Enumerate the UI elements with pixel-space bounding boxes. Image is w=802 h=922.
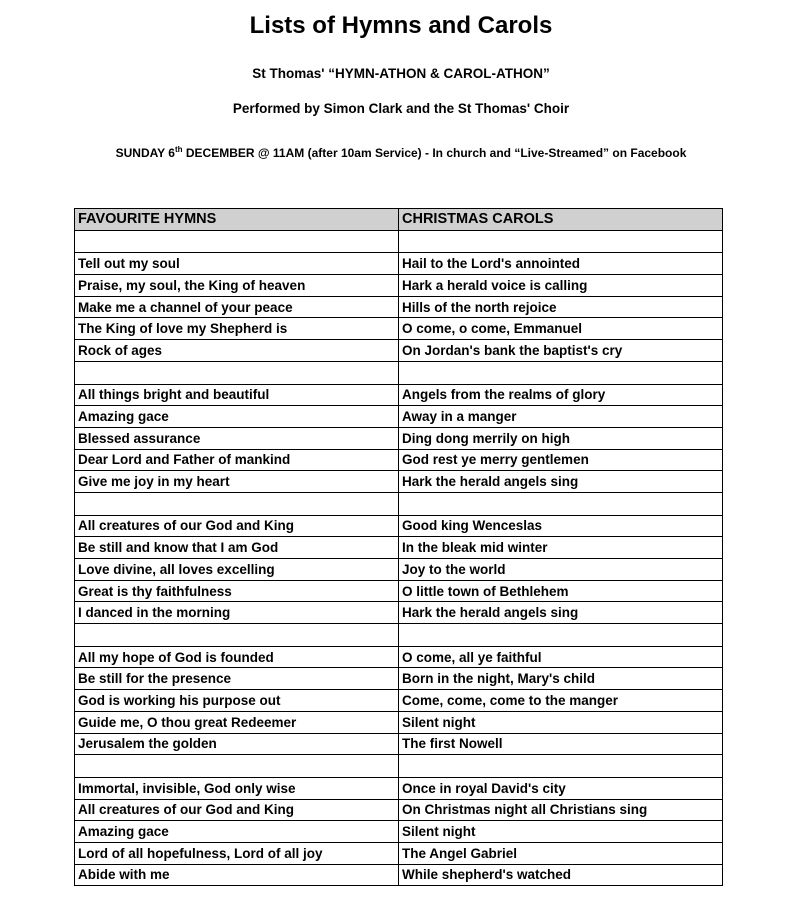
event-day-prefix: SUNDAY 6 — [115, 146, 175, 160]
table-row — [75, 253, 723, 275]
hymn-cell: Give me joy in my heart — [75, 471, 399, 493]
hymn-cell: Immortal, invisible, God only wise — [75, 777, 399, 799]
event-details — [0, 143, 802, 163]
spacer-cell — [75, 230, 399, 253]
carol-cell: Good king Wenceslas — [399, 515, 723, 537]
table-row — [75, 580, 723, 602]
carol-cell: Hark the herald angels sing — [399, 602, 723, 624]
hymn-cell: Dear Lord and Father of mankind — [75, 449, 399, 471]
hymn-cell: Lord of all hopefulness, Lord of all joy — [75, 842, 399, 864]
document-title: Lists of Hymns and Carols — [249, 12, 553, 39]
table-row — [75, 384, 723, 406]
table-header-row — [75, 209, 723, 231]
table-row — [75, 690, 723, 712]
hymn-cell: Make me a channel of your peace — [75, 296, 399, 318]
hymn-cell: All my hope of God is founded — [75, 646, 399, 668]
table-row — [75, 777, 723, 799]
hymn-cell: Praise, my soul, the King of heaven — [75, 275, 399, 297]
table-row — [75, 406, 723, 428]
hymn-cell: Amazing gace — [75, 406, 399, 428]
hymn-cell: Guide me, O thou great Redeemer — [75, 711, 399, 733]
carol-cell: While shepherd's watched — [399, 864, 723, 886]
hymn-cell: All creatures of our God and King — [75, 515, 399, 537]
table-row — [75, 842, 723, 864]
spacer-cell — [399, 755, 723, 778]
carol-cell: Silent night — [399, 711, 723, 733]
hymn-cell: Great is thy faithfulness — [75, 580, 399, 602]
table-row — [75, 668, 723, 690]
hymn-cell: Amazing gace — [75, 821, 399, 843]
hymn-cell: Be still for the presence — [75, 668, 399, 690]
spacer-cell — [399, 624, 723, 647]
table-row — [75, 340, 723, 362]
table-row — [75, 559, 723, 581]
table-row — [75, 799, 723, 821]
table-row — [75, 449, 723, 471]
event-details-rest: DECEMBER @ 11AM (after 10am Service) - In church and “Live-Streamed” on Facebook — [182, 146, 687, 160]
spacer-cell — [75, 361, 399, 384]
carol-cell: Hark the herald angels sing — [399, 471, 723, 493]
hymn-cell: Love divine, all loves excelling — [75, 559, 399, 581]
event-day-suffix: th — [174, 145, 183, 154]
hymns-carols-table — [74, 208, 723, 886]
carol-cell: Silent night — [399, 821, 723, 843]
table-row — [75, 864, 723, 886]
table-row — [75, 427, 723, 449]
table-row — [75, 296, 723, 318]
spacer-cell — [75, 492, 399, 515]
carol-cell: Hail to the Lord's annointed — [399, 253, 723, 275]
hymn-cell: The King of love my Shepherd is — [75, 318, 399, 340]
hymn-cell: God is working his purpose out — [75, 690, 399, 712]
hymn-cell: I danced in the morning — [75, 602, 399, 624]
carol-cell: The Angel Gabriel — [399, 842, 723, 864]
table-row — [75, 275, 723, 297]
carol-cell: O little town of Bethlehem — [399, 580, 723, 602]
table-row — [75, 821, 723, 843]
spacer-cell — [399, 492, 723, 515]
spacer-cell — [399, 230, 723, 253]
spacer-row — [75, 624, 723, 647]
table-row — [75, 471, 723, 493]
column-header-christmas-carols: CHRISTMAS CAROLS — [399, 209, 723, 231]
carol-cell: Ding dong merrily on high — [399, 427, 723, 449]
carol-cell: O come, all ye faithful — [399, 646, 723, 668]
spacer-row — [75, 492, 723, 515]
event-subtitle: St Thomas' “HYMN-ATHON & CAROL-ATHON” — [252, 66, 550, 81]
table-row — [75, 733, 723, 755]
carol-cell: Angels from the realms of glory — [399, 384, 723, 406]
carol-cell: On Jordan's bank the baptist's cry — [399, 340, 723, 362]
hymn-cell: All things bright and beautiful — [75, 384, 399, 406]
carol-cell: Away in a manger — [399, 406, 723, 428]
hymn-cell: Be still and know that I am God — [75, 537, 399, 559]
table-row — [75, 646, 723, 668]
table-row — [75, 515, 723, 537]
table-row — [75, 711, 723, 733]
hymn-cell: Jerusalem the golden — [75, 733, 399, 755]
table-row — [75, 318, 723, 340]
carol-cell: Once in royal David's city — [399, 777, 723, 799]
column-header-favourite-hymns: FAVOURITE HYMNS — [75, 209, 399, 231]
spacer-cell — [75, 755, 399, 778]
carol-cell: In the bleak mid winter — [399, 537, 723, 559]
hymn-cell: All creatures of our God and King — [75, 799, 399, 821]
spacer-row — [75, 361, 723, 384]
carol-cell: Hills of the north rejoice — [399, 296, 723, 318]
table-row — [75, 602, 723, 624]
carol-cell: The first Nowell — [399, 733, 723, 755]
hymn-cell: Rock of ages — [75, 340, 399, 362]
table-row — [75, 537, 723, 559]
spacer-row — [75, 755, 723, 778]
spacer-cell — [399, 361, 723, 384]
carol-cell: On Christmas night all Christians sing — [399, 799, 723, 821]
carol-cell: Hark a herald voice is calling — [399, 275, 723, 297]
performer-line: Performed by Simon Clark and the St Thomas' Choir — [232, 101, 570, 116]
carol-cell: O come, o come, Emmanuel — [399, 318, 723, 340]
carol-cell: Joy to the world — [399, 559, 723, 581]
hymn-cell: Blessed assurance — [75, 427, 399, 449]
table-body — [75, 230, 723, 886]
carol-cell: Born in the night, Mary's child — [399, 668, 723, 690]
carol-cell: God rest ye merry gentlemen — [399, 449, 723, 471]
hymn-cell: Abide with me — [75, 864, 399, 886]
spacer-cell — [75, 624, 399, 647]
spacer-row — [75, 230, 723, 253]
carol-cell: Come, come, come to the manger — [399, 690, 723, 712]
hymn-cell: Tell out my soul — [75, 253, 399, 275]
